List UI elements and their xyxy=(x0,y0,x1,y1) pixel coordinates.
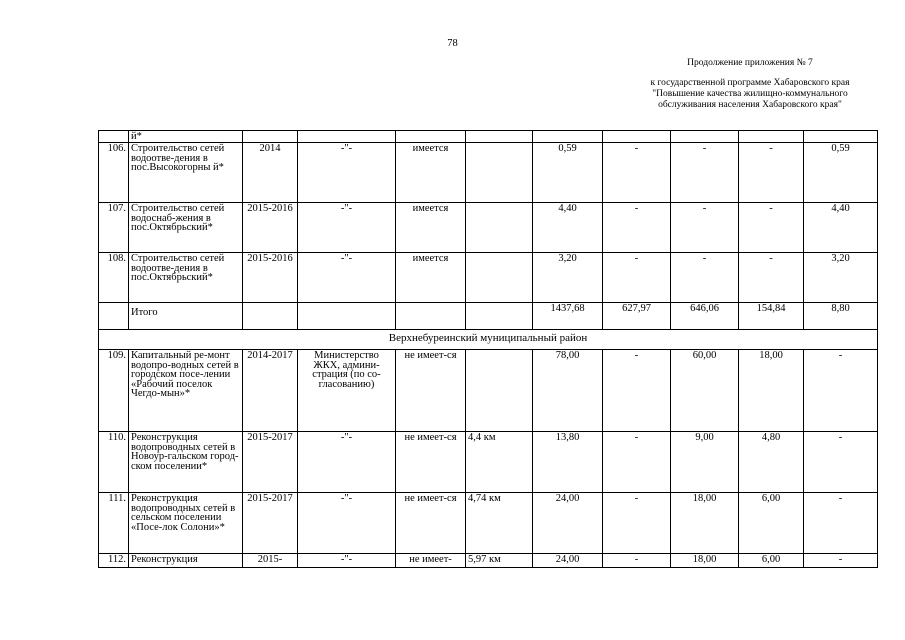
row-num xyxy=(99,131,129,143)
row-total: 24,00 xyxy=(533,554,603,568)
row-v4: 8,80 xyxy=(804,303,878,330)
row-doc xyxy=(396,303,466,330)
row-v3: - xyxy=(739,253,804,303)
row-num: 109. xyxy=(99,350,129,432)
row-exec: -"- xyxy=(298,143,396,203)
row-v2 xyxy=(671,131,739,143)
row-exec: Министерство ЖКХ, админи-страция (по со-гласованию) xyxy=(298,350,396,432)
row-v4: - xyxy=(804,554,878,568)
appendix-line-1: к государственной программе Хабаровского края xyxy=(650,78,850,88)
row-total: 1437,68 xyxy=(533,303,603,330)
row-num: 108. xyxy=(99,253,129,303)
row-capacity xyxy=(466,303,533,330)
row-v1: - xyxy=(603,253,671,303)
row-years: 2015-2016 xyxy=(243,253,298,303)
row-v2: - xyxy=(671,143,739,203)
row-v2: - xyxy=(671,253,739,303)
table-row xyxy=(99,143,878,203)
row-years: 2015- xyxy=(243,554,298,568)
row-exec: -"- xyxy=(298,432,396,493)
row-total: 3,20 xyxy=(533,253,603,303)
row-exec: -"- xyxy=(298,493,396,554)
row-years xyxy=(243,303,298,330)
row-doc: не имеет- xyxy=(396,554,466,568)
row-doc: не имеет-ся xyxy=(396,350,466,432)
appendix-line-3: обслуживания населения Хабаровского края" xyxy=(658,100,842,110)
row-exec: -"- xyxy=(298,253,396,303)
page-number: 78 xyxy=(447,38,458,49)
row-num: 111. xyxy=(99,493,129,554)
row-v1: - xyxy=(603,203,671,253)
row-name: Реконструкция xyxy=(129,554,243,568)
row-exec xyxy=(298,131,396,143)
row-name: Реконструкция водопроводных сетей в Новоур-гальском город-ском поселении* xyxy=(129,432,243,493)
row-v1: - xyxy=(603,432,671,493)
row-years: 2015-2017 xyxy=(243,432,298,493)
row-total: 24,00 xyxy=(533,493,603,554)
row-capacity xyxy=(466,203,533,253)
row-doc: не имеет-ся xyxy=(396,432,466,493)
row-doc xyxy=(396,131,466,143)
row-num: 106. xyxy=(99,143,129,203)
section-row xyxy=(99,330,878,350)
row-total xyxy=(533,131,603,143)
table-row xyxy=(99,203,878,253)
row-capacity xyxy=(466,253,533,303)
table-row xyxy=(99,432,878,493)
row-doc: имеется xyxy=(396,253,466,303)
row-v4: 4,40 xyxy=(804,203,878,253)
row-doc: имеется xyxy=(396,203,466,253)
row-v3: 6,00 xyxy=(739,493,804,554)
row-v2: 60,00 xyxy=(671,350,739,432)
row-num: 110. xyxy=(99,432,129,493)
table-row xyxy=(99,554,878,568)
row-capacity xyxy=(466,131,533,143)
appendix-line-2: "Повышение качества жилищно-коммунального xyxy=(652,89,848,99)
row-v2: - xyxy=(671,203,739,253)
row-v1: - xyxy=(603,350,671,432)
row-v3 xyxy=(739,131,804,143)
row-v1: 627,97 xyxy=(603,303,671,330)
row-v3: 6,00 xyxy=(739,554,804,568)
row-total: 13,80 xyxy=(533,432,603,493)
row-name: Строительство сетей водоотве-дения в пос.Октябрьский* xyxy=(129,253,243,303)
appendix-continuation: Продолжение приложения № 7 xyxy=(687,58,813,68)
row-v4 xyxy=(804,131,878,143)
row-v4: 0,59 xyxy=(804,143,878,203)
row-capacity: 4,74 км xyxy=(466,493,533,554)
row-exec xyxy=(298,303,396,330)
row-num xyxy=(99,303,129,330)
appendix-header xyxy=(600,58,900,111)
row-v3: 154,84 xyxy=(739,303,804,330)
row-v1 xyxy=(603,131,671,143)
row-capacity: 4,4 км xyxy=(466,432,533,493)
row-v1: - xyxy=(603,554,671,568)
row-years: 2014 xyxy=(243,143,298,203)
row-v4: - xyxy=(804,432,878,493)
row-years: 2015-2017 xyxy=(243,493,298,554)
row-total: 0,59 xyxy=(533,143,603,203)
row-num: 112. xyxy=(99,554,129,568)
row-v3: 4,80 xyxy=(739,432,804,493)
program-table xyxy=(98,130,878,568)
row-exec: -"- xyxy=(298,203,396,253)
table-row-total xyxy=(99,303,878,330)
row-name: Капитальный ре-монт водопро-водных сетей в городском посе-лении «Рабочий поселок Чегдо-мын»* xyxy=(129,350,243,432)
row-years: 2014-2017 xyxy=(243,350,298,432)
section-title: Верхнебуреинский муниципальный район xyxy=(99,330,878,350)
row-v3: 18,00 xyxy=(739,350,804,432)
row-name: Строительство сетей водоотве-дения в пос.Высокогорны й* xyxy=(129,143,243,203)
table-row xyxy=(99,253,878,303)
row-num: 107. xyxy=(99,203,129,253)
row-capacity xyxy=(466,143,533,203)
row-name: й* xyxy=(129,131,243,143)
row-v3: - xyxy=(739,143,804,203)
row-doc: имеется xyxy=(396,143,466,203)
row-capacity xyxy=(466,350,533,432)
row-v2: 646,06 xyxy=(671,303,739,330)
row-years xyxy=(243,131,298,143)
table-row xyxy=(99,131,878,143)
row-v2: 18,00 xyxy=(671,554,739,568)
row-v3: - xyxy=(739,203,804,253)
row-total: 78,00 xyxy=(533,350,603,432)
row-v4: 3,20 xyxy=(804,253,878,303)
table-row xyxy=(99,493,878,554)
row-v1: - xyxy=(603,143,671,203)
row-v4: - xyxy=(804,493,878,554)
row-v2: 9,00 xyxy=(671,432,739,493)
row-total: 4,40 xyxy=(533,203,603,253)
row-name: Итого xyxy=(129,303,243,330)
row-doc: не имеет-ся xyxy=(396,493,466,554)
row-capacity: 5,97 км xyxy=(466,554,533,568)
row-name: Реконструкция водопроводных сетей в сельском поселении «Посе-лок Солони»* xyxy=(129,493,243,554)
row-v2: 18,00 xyxy=(671,493,739,554)
row-v4: - xyxy=(804,350,878,432)
table-row xyxy=(99,350,878,432)
row-exec: -"- xyxy=(298,554,396,568)
row-name: Строительство сетей водоснаб-жения в пос.Октябрьский* xyxy=(129,203,243,253)
row-years: 2015-2016 xyxy=(243,203,298,253)
row-v1: - xyxy=(603,493,671,554)
